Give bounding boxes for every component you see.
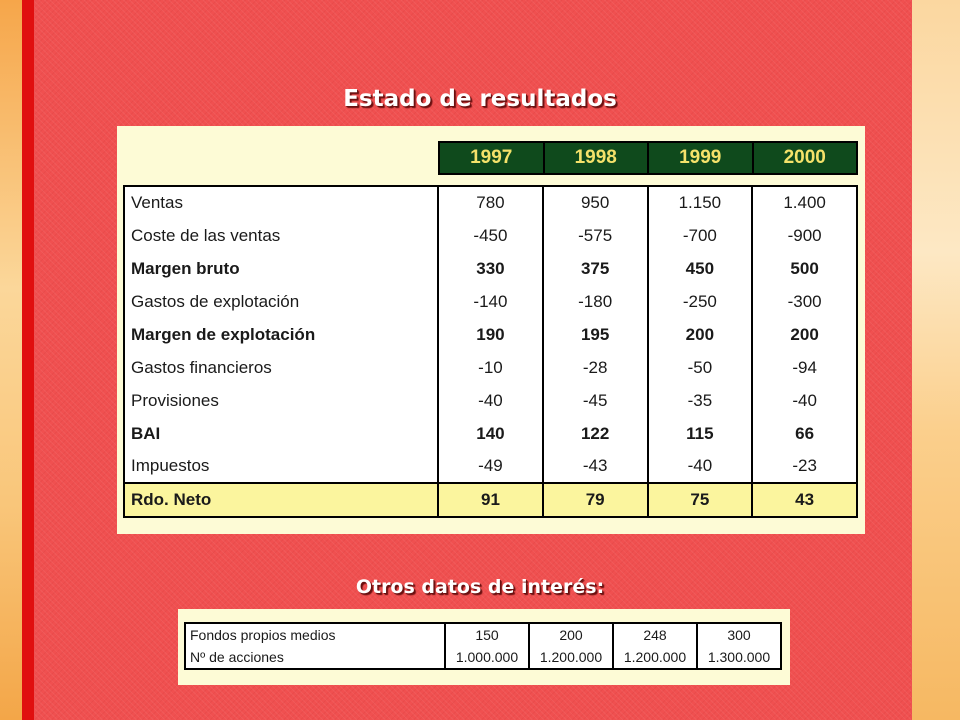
value-cell: 195 [543,318,648,351]
value-cell: -43 [543,450,648,483]
other-data-table [184,622,782,670]
year-header-cell: 1999 [647,143,752,173]
year-header-cell: 2000 [752,143,857,173]
value-cell: 140 [438,417,543,450]
value-cell: -50 [648,351,753,384]
year-header-cell: 1998 [543,143,648,173]
value-cell: 1.200.000 [613,646,697,669]
row-label: Ventas [131,193,183,212]
year-header [438,141,858,175]
value-cell: -94 [752,351,857,384]
value-cell: 300 [697,623,781,646]
row-label: Provisiones [131,390,219,410]
value-cell: -300 [752,285,857,318]
table-row [124,351,857,384]
value-cell: 500 [752,252,857,285]
table-row [124,285,857,318]
table-row [124,186,857,219]
value-cell: 950 [543,186,648,219]
page-title: Estado de resultados [343,86,617,112]
value-cell: -10 [438,351,543,384]
value-cell: 1.000.000 [445,646,529,669]
value-cell: -35 [648,384,753,417]
net-result-row [124,483,857,517]
value-cell: 200 [752,318,857,351]
value-cell: 91 [438,483,543,517]
value-cell: -700 [648,219,753,252]
value-cell: -250 [648,285,753,318]
row-label: Impuestos [131,456,210,475]
value-cell: -180 [543,285,648,318]
table-row [124,417,857,450]
value-cell: 375 [543,252,648,285]
value-cell: -23 [752,450,857,483]
row-label: Rdo. Neto [124,483,438,517]
table-row [124,450,857,483]
table-row [185,623,781,646]
table-row [124,384,857,417]
row-label: Margen de explotación [131,324,316,344]
table-row [124,252,857,285]
row-label: BAI [131,423,161,443]
value-cell: -140 [438,285,543,318]
value-cell: -40 [438,384,543,417]
value-cell: 115 [648,417,753,450]
value-cell: 330 [438,252,543,285]
value-cell: -450 [438,219,543,252]
value-cell: 248 [613,623,697,646]
value-cell: -49 [438,450,543,483]
value-cell: 1.300.000 [697,646,781,669]
row-label: Margen bruto [131,258,240,278]
section-subtitle: Otros datos de interés: [355,576,605,598]
value-cell: -40 [648,450,753,483]
value-cell: -575 [543,219,648,252]
value-cell: 122 [543,417,648,450]
year-header-cell: 1997 [470,147,513,168]
value-cell: 150 [445,623,529,646]
value-cell: -40 [752,384,857,417]
value-cell: -28 [543,351,648,384]
row-label: Fondos propios medios [190,627,336,643]
value-cell: 1.200.000 [529,646,613,669]
value-cell: 66 [752,417,857,450]
value-cell: 780 [438,186,543,219]
row-label: Coste de las ventas [131,225,281,245]
table-row [124,318,857,351]
value-cell: 1.150 [648,186,753,219]
table-row [124,219,857,252]
value-cell: 75 [648,483,753,517]
income-statement-table [123,185,858,518]
row-label: Gastos financieros [131,357,272,377]
value-cell: 450 [648,252,753,285]
value-cell: 200 [648,318,753,351]
value-cell: 79 [543,483,648,517]
row-label: Nº de acciones [190,649,284,665]
value-cell: 1.400 [752,186,857,219]
value-cell: -900 [752,219,857,252]
value-cell: 43 [752,483,857,517]
value-cell: -45 [543,384,648,417]
value-cell: 200 [529,623,613,646]
table-row [185,646,781,669]
row-label: Gastos de explotación [131,291,300,311]
value-cell: 190 [438,318,543,351]
